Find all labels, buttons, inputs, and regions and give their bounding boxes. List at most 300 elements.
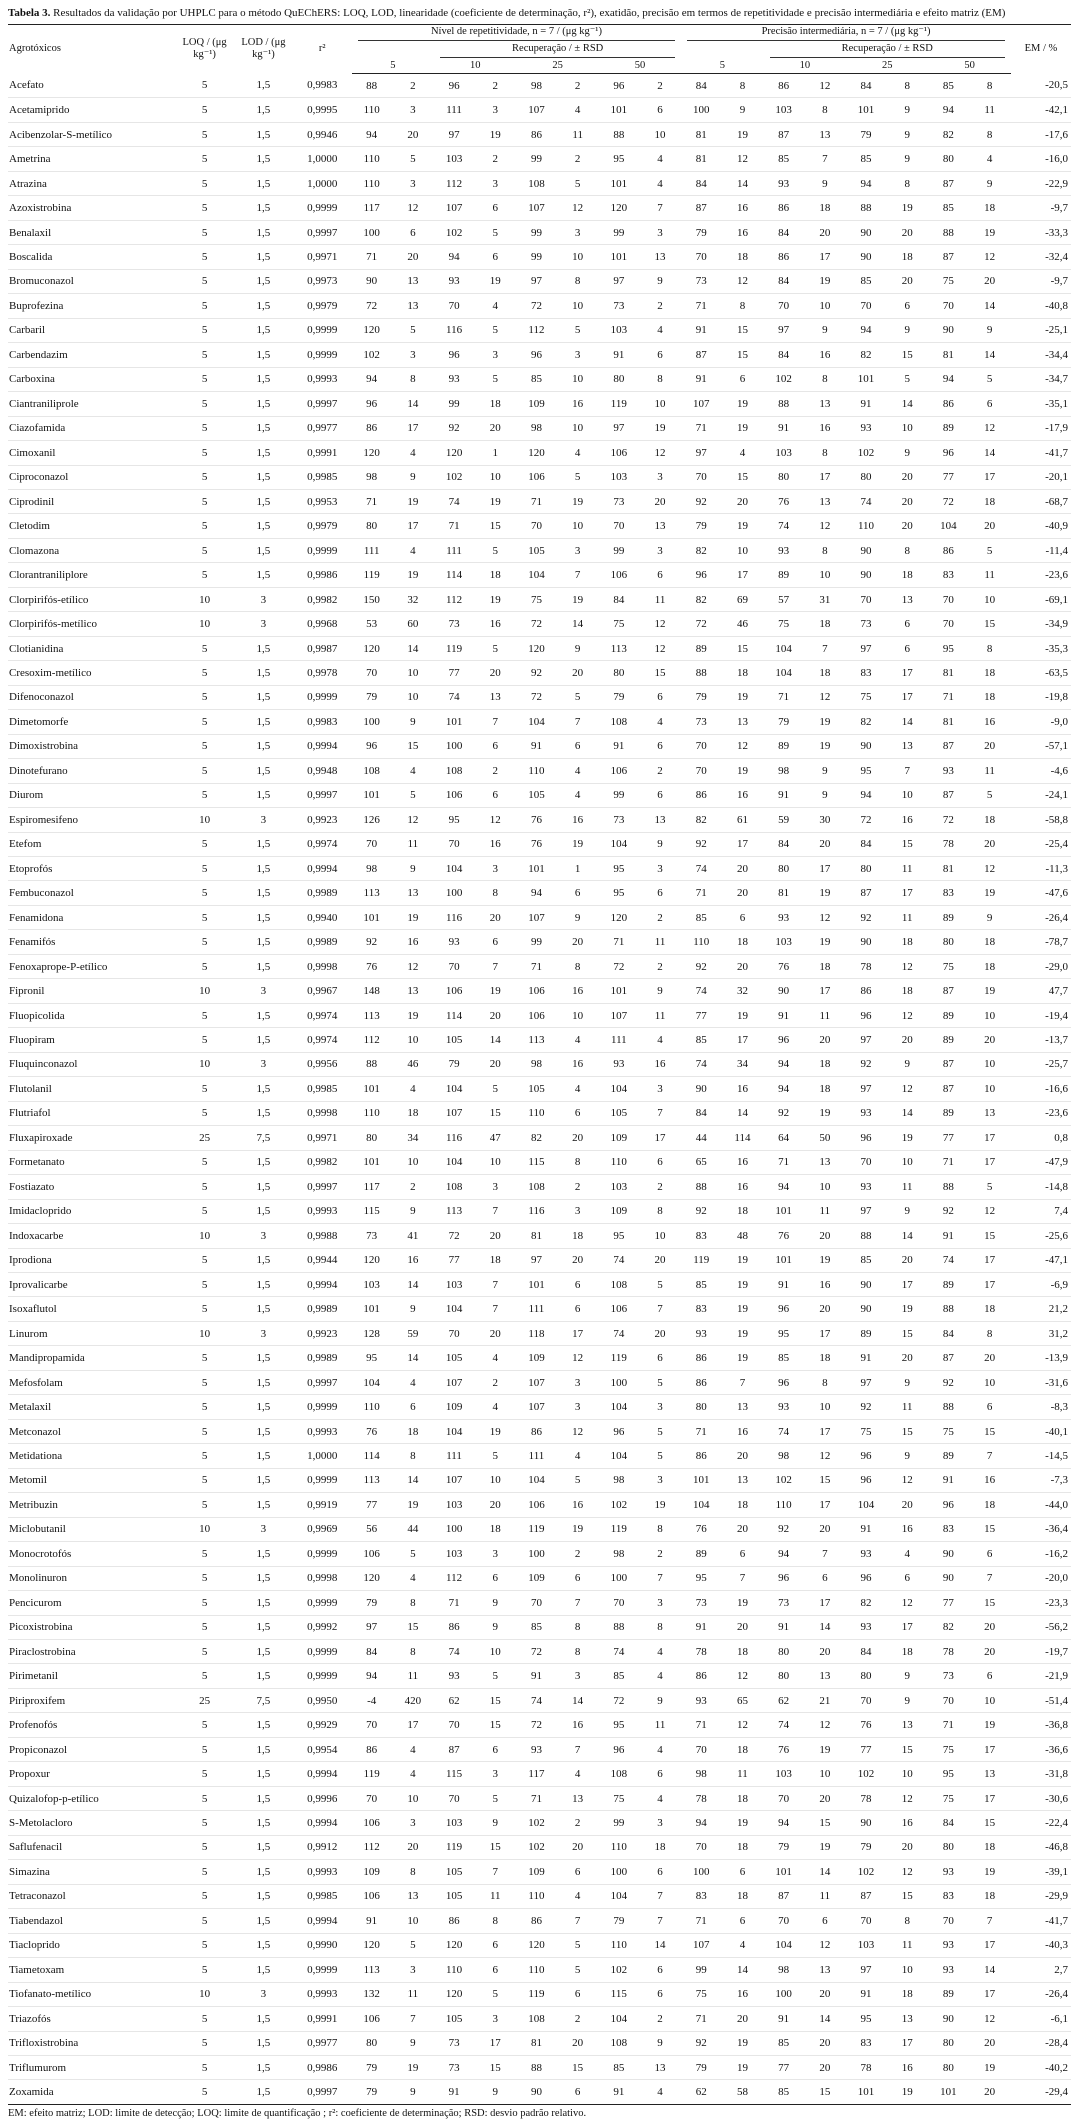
table-cell: 101 — [516, 1272, 556, 1296]
table-cell: 13 — [804, 1958, 846, 1982]
table-cell: 13 — [392, 1884, 434, 1908]
table-cell: 0,9999 — [293, 1395, 352, 1419]
table-cell: 84 — [599, 587, 639, 611]
table-cell: 97 — [352, 1615, 392, 1639]
table-cell: 9 — [392, 2031, 434, 2055]
table-cell: 3 — [556, 343, 598, 367]
table-cell: 105 — [516, 783, 556, 807]
table-row — [8, 857, 1071, 881]
pesticide-name: Monocrotofós — [8, 1542, 175, 1566]
results-table — [8, 24, 1071, 2105]
table-cell: 59 — [392, 1321, 434, 1345]
table-cell: 20 — [804, 1786, 846, 1810]
table-cell: 20 — [639, 1248, 681, 1272]
table-cell: 77 — [928, 1591, 968, 1615]
table-cell: 87 — [846, 881, 886, 905]
table-cell: 89 — [681, 636, 721, 660]
table-cell: 4 — [639, 1786, 681, 1810]
table-row — [8, 1444, 1071, 1468]
table-cell: 20 — [639, 489, 681, 513]
matrix-effect-cell: -6,9 — [1011, 1272, 1071, 1296]
table-cell: 18 — [968, 685, 1010, 709]
table-row — [8, 1150, 1071, 1174]
pesticide-name: Propiconazol — [8, 1737, 175, 1761]
table-cell: 90 — [764, 979, 804, 1003]
table-cell: 60 — [392, 612, 434, 636]
table-cell: 13 — [639, 245, 681, 269]
pesticide-name: Acetamiprido — [8, 98, 175, 122]
table-cell: 6 — [556, 1566, 598, 1590]
pesticide-name: Carboxina — [8, 367, 175, 391]
table-cell: 1,5 — [234, 1884, 293, 1908]
table-cell: 104 — [516, 1468, 556, 1492]
matrix-effect-cell: -9,0 — [1011, 710, 1071, 734]
table-cell: 3 — [556, 1664, 598, 1688]
table-cell: 101 — [681, 1468, 721, 1492]
table-cell: 86 — [681, 1444, 721, 1468]
table-cell: 0,9994 — [293, 734, 352, 758]
table-cell: 1,5 — [234, 710, 293, 734]
table-cell: 12 — [804, 1444, 846, 1468]
table-cell: 81 — [764, 881, 804, 905]
pesticide-name: Atrazina — [8, 171, 175, 195]
table-cell: 4 — [639, 318, 681, 342]
table-cell: 14 — [886, 1224, 928, 1248]
pesticide-name: Saflufenacil — [8, 1835, 175, 1859]
table-cell: 19 — [721, 1321, 763, 1345]
table-cell: 5 — [175, 1786, 234, 1810]
table-cell: 13 — [392, 294, 434, 318]
table-cell: 107 — [434, 196, 474, 220]
table-cell: 86 — [681, 1370, 721, 1394]
table-cell: 0,9978 — [293, 661, 352, 685]
table-row — [8, 1395, 1071, 1419]
table-cell: 5 — [175, 661, 234, 685]
table-cell: 101 — [764, 1860, 804, 1884]
table-cell: 110 — [352, 98, 392, 122]
table-cell: 6 — [639, 1346, 681, 1370]
table-cell: 92 — [846, 1395, 886, 1419]
table-cell: 0,9971 — [293, 1126, 352, 1150]
table-cell: 70 — [681, 1737, 721, 1761]
table-cell: 120 — [352, 1248, 392, 1272]
table-cell: 11 — [804, 1884, 846, 1908]
table-cell: 12 — [886, 1077, 928, 1101]
table-cell: 19 — [392, 563, 434, 587]
table-cell: 93 — [928, 1933, 968, 1957]
table-cell: 120 — [434, 1933, 474, 1957]
table-cell: 20 — [804, 1517, 846, 1541]
table-cell: 86 — [516, 1909, 556, 1933]
matrix-effect-cell: -30,6 — [1011, 1786, 1071, 1810]
table-cell: 88 — [681, 661, 721, 685]
table-cell: 19 — [721, 416, 763, 440]
table-cell: 6 — [886, 1566, 928, 1590]
table-cell: 16 — [886, 1517, 928, 1541]
table-cell: 12 — [804, 1713, 846, 1737]
table-cell: 5 — [175, 1884, 234, 1908]
table-cell: 20 — [886, 489, 928, 513]
table-cell: 0,9948 — [293, 759, 352, 783]
table-cell: 5 — [474, 1982, 516, 2006]
table-cell: 90 — [681, 1077, 721, 1101]
table-cell: 96 — [599, 74, 639, 98]
table-cell: 6 — [474, 196, 516, 220]
table-cell: 9 — [804, 171, 846, 195]
table-cell: 94 — [764, 1077, 804, 1101]
table-cell: 6 — [721, 367, 763, 391]
table-cell: 0,9989 — [293, 930, 352, 954]
table-cell: 85 — [764, 147, 804, 171]
table-cell: 10 — [392, 685, 434, 709]
table-cell: 0,9985 — [293, 1884, 352, 1908]
table-cell: 18 — [474, 563, 516, 587]
table-row — [8, 1517, 1071, 1541]
table-cell: 93 — [599, 1052, 639, 1076]
table-cell: 5 — [175, 98, 234, 122]
table-cell: 76 — [352, 1419, 392, 1443]
table-cell: 91 — [764, 2007, 804, 2031]
table-cell: 4 — [392, 1762, 434, 1786]
table-row — [8, 122, 1071, 146]
table-cell: 9 — [968, 905, 1010, 929]
table-cell: 91 — [516, 1664, 556, 1688]
table-cell: 90 — [928, 1542, 968, 1566]
table-cell: 20 — [968, 1640, 1010, 1664]
table-cell: 0,9983 — [293, 710, 352, 734]
table-cell: 71 — [681, 294, 721, 318]
table-cell: 17 — [392, 1713, 434, 1737]
table-cell: 20 — [474, 416, 516, 440]
table-cell: 89 — [928, 1982, 968, 2006]
table-cell: 92 — [681, 1199, 721, 1223]
table-cell: 10 — [886, 1150, 928, 1174]
table-cell: 5 — [175, 220, 234, 244]
table-cell: 7 — [968, 1566, 1010, 1590]
table-cell: 17 — [392, 416, 434, 440]
table-cell: 106 — [434, 783, 474, 807]
table-cell: 0,9982 — [293, 587, 352, 611]
table-cell: 8 — [556, 954, 598, 978]
table-cell: 6 — [886, 636, 928, 660]
table-cell: 90 — [928, 2007, 968, 2031]
table-cell: 5 — [175, 783, 234, 807]
table-cell: 112 — [434, 587, 474, 611]
table-cell: 101 — [846, 367, 886, 391]
table-cell: 0,9997 — [293, 392, 352, 416]
table-cell: 5 — [175, 1835, 234, 1859]
table-cell: 90 — [846, 930, 886, 954]
table-cell: 5 — [474, 1786, 516, 1810]
table-cell: 3 — [474, 98, 516, 122]
table-cell: 88 — [846, 1224, 886, 1248]
table-cell: 1,5 — [234, 881, 293, 905]
table-cell: 3 — [392, 1958, 434, 1982]
table-cell: 120 — [434, 1982, 474, 2006]
table-cell: 6 — [556, 1982, 598, 2006]
table-cell: 119 — [599, 1517, 639, 1541]
table-row — [8, 881, 1071, 905]
table-cell: 97 — [846, 1028, 886, 1052]
table-cell: 6 — [639, 1860, 681, 1884]
table-cell: 83 — [928, 1517, 968, 1541]
table-cell: 0,9919 — [293, 1493, 352, 1517]
header-agrotoxicos: Agrotóxicos — [8, 25, 175, 74]
pesticide-name: Tiofanato-metílico — [8, 1982, 175, 2006]
table-cell: 90 — [846, 1811, 886, 1835]
table-cell: 6 — [556, 1101, 598, 1125]
table-cell: 10 — [556, 245, 598, 269]
pesticide-name: Ametrina — [8, 147, 175, 171]
table-cell: 83 — [846, 661, 886, 685]
header-level: 50 — [928, 59, 1010, 74]
table-cell: 17 — [804, 1321, 846, 1345]
table-cell: 2 — [556, 74, 598, 98]
table-cell: 4 — [721, 441, 763, 465]
table-cell: 19 — [474, 1419, 516, 1443]
table-cell: 88 — [928, 1395, 968, 1419]
table-cell: 8 — [556, 1150, 598, 1174]
table-cell: 5 — [556, 171, 598, 195]
table-cell: 74 — [599, 1321, 639, 1345]
table-cell: 73 — [434, 2055, 474, 2079]
matrix-effect-cell: -34,4 — [1011, 343, 1071, 367]
table-cell: 6 — [886, 612, 928, 636]
table-cell: 76 — [764, 1224, 804, 1248]
table-cell: 95 — [599, 1224, 639, 1248]
table-cell: 16 — [556, 808, 598, 832]
table-cell: 5 — [474, 318, 516, 342]
table-cell: 102 — [352, 343, 392, 367]
table-cell: 16 — [968, 710, 1010, 734]
table-cell: 18 — [886, 979, 928, 1003]
matrix-effect-cell: -19,4 — [1011, 1003, 1071, 1027]
table-cell: 6 — [474, 783, 516, 807]
pesticide-name: Pencicurom — [8, 1591, 175, 1615]
table-cell: 76 — [681, 1517, 721, 1541]
table-cell: 3 — [639, 1468, 681, 1492]
pesticide-name: Tiametoxam — [8, 1958, 175, 1982]
table-cell: 70 — [599, 1591, 639, 1615]
table-cell: 72 — [516, 685, 556, 709]
table-cell: 5 — [175, 1003, 234, 1027]
table-cell: 0,9999 — [293, 538, 352, 562]
matrix-effect-cell: -16,0 — [1011, 147, 1071, 171]
table-cell: 5 — [175, 930, 234, 954]
table-cell: 71 — [434, 1591, 474, 1615]
table-cell: 1,5 — [234, 318, 293, 342]
table-cell: 103 — [599, 465, 639, 489]
table-cell: 110 — [516, 1884, 556, 1908]
table-cell: 106 — [516, 465, 556, 489]
table-cell: 3 — [474, 2007, 516, 2031]
table-cell: 5 — [175, 2007, 234, 2031]
table-cell: 78 — [681, 1786, 721, 1810]
table-cell: 13 — [886, 1713, 928, 1737]
matrix-effect-cell: 7,4 — [1011, 1199, 1071, 1223]
matrix-effect-cell: -19,7 — [1011, 1640, 1071, 1664]
table-cell: 0,9998 — [293, 954, 352, 978]
table-cell: 7 — [556, 1591, 598, 1615]
table-cell: 5 — [175, 954, 234, 978]
table-cell: 17 — [721, 1028, 763, 1052]
table-cell: 3 — [392, 1811, 434, 1835]
table-cell: 5 — [175, 441, 234, 465]
table-cell: 18 — [804, 1346, 846, 1370]
table-cell: 2 — [639, 1542, 681, 1566]
table-cell: 110 — [599, 1933, 639, 1957]
table-cell: 103 — [434, 1493, 474, 1517]
table-cell: 5 — [474, 220, 516, 244]
table-cell: 84 — [352, 1640, 392, 1664]
table-cell: 100 — [352, 710, 392, 734]
table-cell: 9 — [886, 1199, 928, 1223]
table-row — [8, 563, 1071, 587]
matrix-effect-cell: -20,0 — [1011, 1566, 1071, 1590]
table-cell: 85 — [516, 367, 556, 391]
table-cell: 105 — [434, 2007, 474, 2031]
table-cell: 5 — [392, 1933, 434, 1957]
table-cell: 83 — [928, 1884, 968, 1908]
table-cell: 85 — [681, 905, 721, 929]
table-cell: 120 — [434, 441, 474, 465]
table-cell: 0,9987 — [293, 636, 352, 660]
table-row — [8, 759, 1071, 783]
table-row — [8, 392, 1071, 416]
table-cell: 0,9973 — [293, 269, 352, 293]
table-cell: 86 — [928, 392, 968, 416]
table-cell: 9 — [639, 832, 681, 856]
table-cell: 20 — [474, 1052, 516, 1076]
table-cell: 87 — [928, 783, 968, 807]
table-cell: 74 — [599, 1640, 639, 1664]
table-cell: 93 — [681, 1688, 721, 1712]
table-header — [8, 25, 1071, 74]
table-cell: 0,9986 — [293, 563, 352, 587]
table-cell: 77 — [764, 2055, 804, 2079]
table-cell: 6 — [639, 685, 681, 709]
table-cell: 99 — [516, 220, 556, 244]
table-cell: 10 — [474, 1468, 516, 1492]
table-cell: 89 — [764, 734, 804, 758]
table-cell: 90 — [846, 538, 886, 562]
table-cell: 18 — [721, 1493, 763, 1517]
table-cell: 31 — [804, 587, 846, 611]
matrix-effect-cell: -7,3 — [1011, 1468, 1071, 1492]
table-cell: 16 — [556, 392, 598, 416]
table-cell: 75 — [928, 954, 968, 978]
table-cell: 104 — [599, 1395, 639, 1419]
matrix-effect-cell: -14,8 — [1011, 1175, 1071, 1199]
table-cell: 88 — [928, 220, 968, 244]
table-cell: 20 — [474, 661, 516, 685]
table-cell: 5 — [968, 538, 1010, 562]
table-row — [8, 2007, 1071, 2031]
pesticide-name: Bromuconazol — [8, 269, 175, 293]
table-cell: 19 — [721, 1811, 763, 1835]
table-cell: 70 — [928, 1688, 968, 1712]
table-cell: 96 — [846, 1444, 886, 1468]
table-cell: 18 — [968, 1493, 1010, 1517]
table-cell: 86 — [434, 1615, 474, 1639]
matrix-effect-cell: -31,6 — [1011, 1370, 1071, 1394]
table-cell: 0,9999 — [293, 685, 352, 709]
table-cell: 74 — [846, 489, 886, 513]
table-cell: 70 — [764, 294, 804, 318]
table-cell: 7 — [556, 563, 598, 587]
table-cell: 10 — [968, 1370, 1010, 1394]
table-cell: 8 — [886, 1909, 928, 1933]
table-cell: 0,9989 — [293, 1297, 352, 1321]
table-cell: 1,5 — [234, 636, 293, 660]
table-cell: 94 — [846, 171, 886, 195]
table-cell: 20 — [392, 122, 434, 146]
table-cell: 19 — [804, 930, 846, 954]
matrix-effect-cell: -39,1 — [1011, 1860, 1071, 1884]
table-cell: 12 — [804, 685, 846, 709]
table-cell: 18 — [721, 1786, 763, 1810]
table-cell: 6 — [474, 245, 516, 269]
table-cell: 104 — [434, 1419, 474, 1443]
table-cell: 16 — [392, 930, 434, 954]
table-cell: 72 — [846, 808, 886, 832]
table-cell: 2 — [556, 147, 598, 171]
table-cell: 111 — [516, 1297, 556, 1321]
table-cell: 17 — [968, 1126, 1010, 1150]
table-cell: 8 — [556, 1615, 598, 1639]
table-cell: 71 — [681, 2007, 721, 2031]
table-cell: 15 — [474, 2055, 516, 2079]
table-row — [8, 1762, 1071, 1786]
table-cell: 0,9999 — [293, 343, 352, 367]
table-cell: 0,9977 — [293, 2031, 352, 2055]
table-cell: 79 — [846, 122, 886, 146]
table-cell: 109 — [516, 1860, 556, 1884]
table-cell: 90 — [846, 220, 886, 244]
table-cell: 103 — [764, 930, 804, 954]
table-cell: 88 — [764, 392, 804, 416]
table-cell: 44 — [392, 1517, 434, 1541]
table-cell: 6 — [639, 734, 681, 758]
table-cell: 0,9997 — [293, 1175, 352, 1199]
table-cell: 10 — [886, 416, 928, 440]
table-cell: 120 — [352, 1933, 392, 1957]
table-cell: 10 — [474, 1640, 516, 1664]
table-cell: 70 — [434, 1321, 474, 1345]
table-cell: 18 — [474, 1248, 516, 1272]
table-cell: 90 — [516, 2080, 556, 2104]
table-cell: 96 — [599, 1737, 639, 1761]
table-cell: 85 — [764, 2031, 804, 2055]
table-cell: 19 — [968, 1860, 1010, 1884]
table-cell: 20 — [392, 1835, 434, 1859]
pesticide-name: Iprovalicarbe — [8, 1272, 175, 1296]
table-cell: 94 — [352, 367, 392, 391]
table-cell: 14 — [392, 1272, 434, 1296]
pesticide-name: Clorpirifós-etílico — [8, 587, 175, 611]
table-cell: 9 — [639, 979, 681, 1003]
table-cell: 75 — [599, 1786, 639, 1810]
table-cell: 86 — [681, 783, 721, 807]
table-cell: 9 — [474, 1811, 516, 1835]
table-cell: 50 — [804, 1126, 846, 1150]
table-cell: 14 — [804, 1860, 846, 1884]
table-cell: 19 — [886, 196, 928, 220]
table-cell: 0,9994 — [293, 1272, 352, 1296]
table-cell: 94 — [352, 1664, 392, 1688]
table-cell: 8 — [804, 367, 846, 391]
table-cell: 16 — [474, 832, 516, 856]
